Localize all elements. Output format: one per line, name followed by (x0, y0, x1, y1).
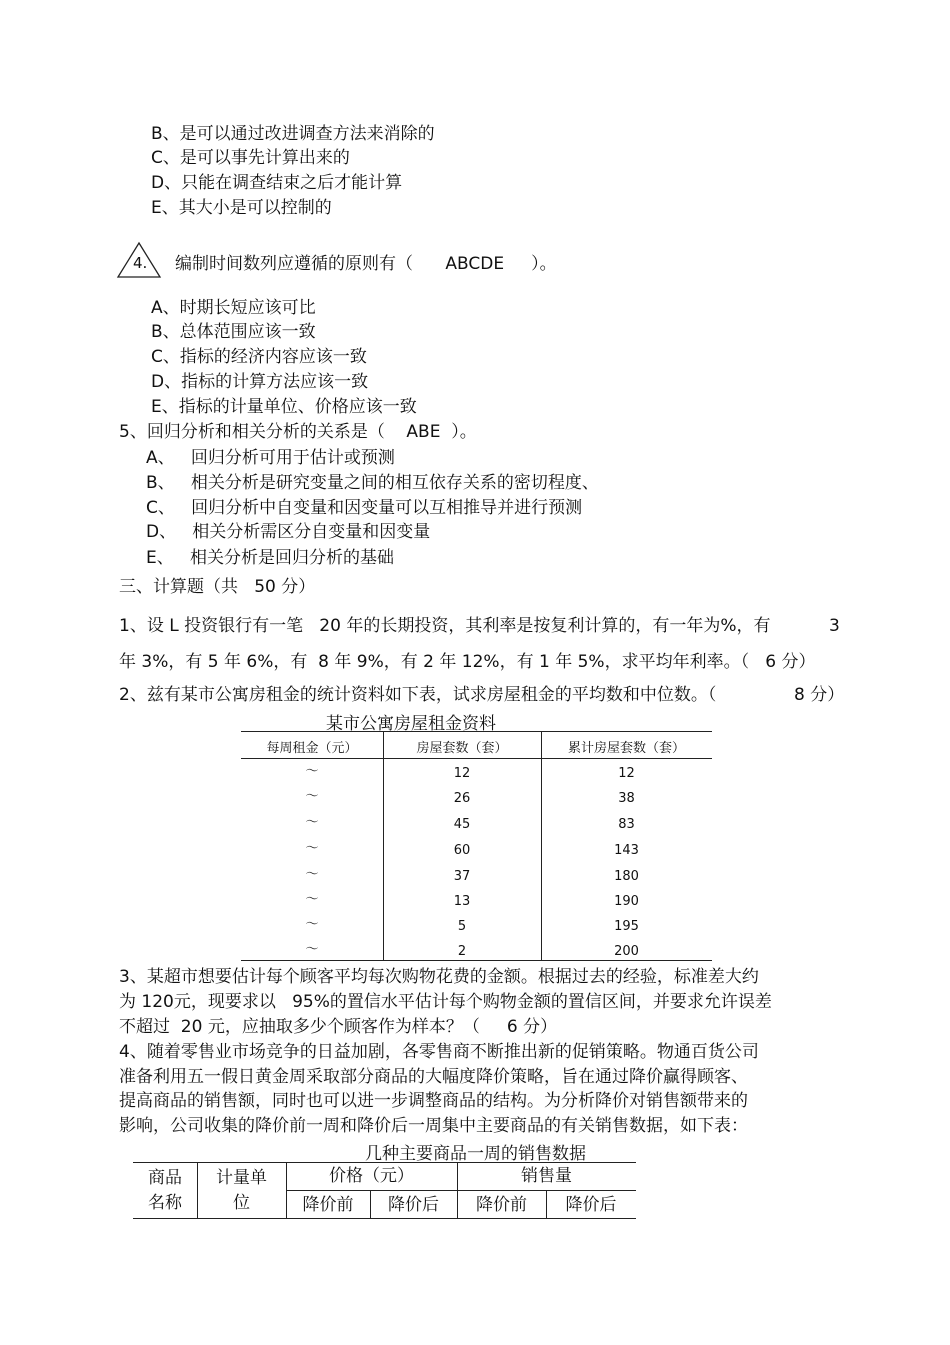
rent-cell: 45 (453, 817, 471, 832)
q5-option-c: C、 回归分析中自变量和因变量可以互相推导并进行预测 (146, 498, 583, 518)
rent-cell: ～ (305, 917, 319, 932)
calc-q1-line-1-end: 3 (829, 616, 840, 636)
rent-header-cumulative: 累计房屋套数（套） (567, 741, 685, 756)
calc-q1-line-2: 年 3%，有 5 年 6%，有 8 年 9%，有 2 年 12%，有 1 年 5%，求平均年利率。（ 6 分） (119, 652, 816, 672)
rent-header-rent: 每周租金（元） (266, 741, 358, 756)
q5-option-d: D、 相关分析需区分自变量和因变量 (146, 522, 431, 542)
q5-option-b: B、 相关分析是研究变量之间的相互依存关系的密切程度、 (146, 473, 599, 493)
rent-cell: 200 (614, 944, 639, 959)
rent-cell: ～ (305, 789, 319, 804)
rent-cell: 180 (614, 869, 639, 884)
sales-header-quantity: 销售量 (521, 1166, 572, 1186)
calc-q4-line-2: 准备利用五一假日黄金周采取部分商品的大幅度降价策略，旨在通过降价赢得顾客、 (119, 1067, 748, 1087)
rent-cell: 190 (614, 894, 639, 909)
calc-q3-line-3: 不超过 20 元，应抽取多少个顾客作为样本？（ 6 分） (119, 1017, 558, 1037)
rent-cell: 60 (453, 843, 471, 858)
rent-cell: 83 (618, 817, 635, 832)
calc-q1-line-1: 1、设 L 投资银行有一笔 20 年的长期投资，其利率是按复利计算的，有一年为%，有 (119, 616, 771, 636)
rent-cell: 26 (453, 791, 471, 806)
rent-cell: 195 (614, 919, 639, 934)
calc-q2-end: 8 分） (794, 685, 845, 705)
calc-q3-line-1: 3、某超市想要估计每个顾客平均每次购物花费的金额。根据过去的经验，标准差大约 (119, 967, 759, 987)
rent-cell: 12 (618, 766, 635, 781)
rent-cell: 38 (618, 791, 635, 806)
calc-q2: 2、兹有某市公寓房租金的统计资料如下表，试求房屋租金的平均数和中位数。（ (119, 685, 717, 705)
rent-cell: 2 (457, 944, 467, 959)
sales-header-price-after: 降价后 (388, 1195, 439, 1215)
rent-cell: ～ (305, 942, 319, 957)
sales-table-title: 几种主要商品一周的销售数据 (365, 1144, 586, 1164)
sales-header-product-2: 名称 (148, 1193, 182, 1213)
sales-header-unit-2: 位 (233, 1193, 250, 1213)
sales-header-qty-before: 降价前 (476, 1195, 527, 1215)
rent-cell: ～ (305, 764, 319, 779)
rent-cell: 143 (614, 843, 639, 858)
rent-header-count: 房屋套数（套） (416, 741, 508, 756)
rent-table-title: 某市公寓房屋租金资料 (326, 714, 496, 734)
sales-header-price-before: 降价前 (302, 1195, 354, 1215)
rent-cell: 37 (453, 869, 471, 884)
calc-q3-line-2: 为 120元，现要求以 95%的置信水平估计每个购物金额的置信区间，并要求允许误差 (119, 992, 772, 1012)
sales-header-unit-1: 计量单 (216, 1168, 267, 1188)
calc-q4-line-3: 提高商品的销售额，同时也可以进一步调整商品的结构。为分析降价对销售额带来的 (119, 1091, 748, 1111)
q3-option-c: C、是可以事先计算出来的 (151, 148, 350, 168)
section-3-heading: 三、计算题（共 50 分） (119, 577, 316, 597)
sales-header-price: 价格（元） (329, 1166, 414, 1186)
calc-q4-line-4: 影响，公司收集的降价前一周和降价后一周集中主要商品的有关销售数据，如下表： (119, 1116, 748, 1136)
calc-q4-line-1: 4、随着零售业市场竞争的日益加剧，各零售商不断推出新的促销策略。物通百货公司 (119, 1042, 759, 1062)
rent-cell: 13 (453, 894, 471, 909)
q4-option-b: B、总体范围应该一致 (151, 322, 316, 342)
q5-option-e: E、 相关分析是回归分析的基础 (146, 548, 394, 568)
rent-cell: 5 (457, 919, 467, 934)
q4-option-d: D、指标的计算方法应该一致 (151, 372, 369, 392)
rent-cell: ～ (305, 841, 319, 856)
q4-option-a: A、时期长短应该可比 (151, 298, 316, 318)
q4-stem: 编制时间数列应遵循的原则有（ ABCDE ）。 (175, 254, 557, 274)
sales-header-product-1: 商品 (148, 1168, 182, 1188)
q3-option-b: B、是可以通过改进调查方法来消除的 (151, 124, 435, 144)
q4-option-c: C、指标的经济内容应该一致 (151, 347, 367, 367)
q5-option-a: A、 回归分析可用于估计或预测 (146, 448, 395, 468)
rent-cell: 12 (453, 766, 471, 781)
q3-option-d: D、只能在调查结束之后才能计算 (151, 173, 403, 193)
q4-option-e: E、指标的计量单位、价格应该一致 (151, 397, 417, 417)
rent-cell: ～ (305, 892, 319, 907)
q5-stem: 5、回归分析和相关分析的关系是（ ABE ）。 (119, 422, 477, 442)
rent-cell: ～ (305, 867, 319, 882)
q3-option-e: E、其大小是可以控制的 (151, 198, 332, 218)
sales-header-qty-after: 降价后 (565, 1195, 617, 1215)
rent-cell: ～ (305, 815, 319, 830)
q4-number: 4. (133, 254, 148, 272)
